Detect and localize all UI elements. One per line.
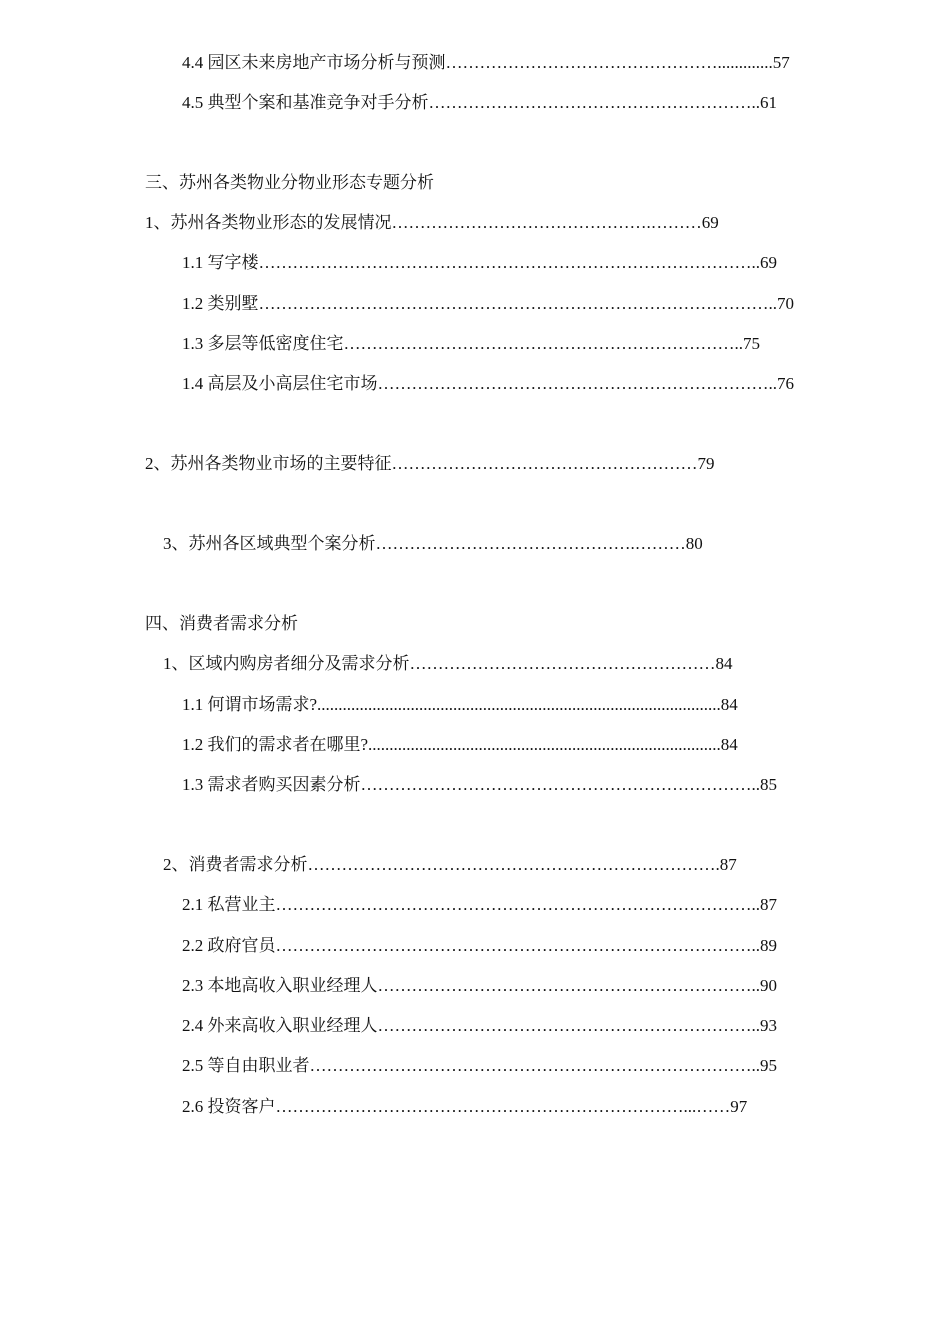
- toc-entry-4-2: 2、消费者需求分析……………………………………………………………….87: [163, 855, 737, 874]
- toc-entry-4-2-1: 2.1 私营业主…………………………………………………………………………..87: [182, 895, 777, 914]
- toc-entry-4-1-3: 1.3 需求者购买因素分析……………………………………………………………..85: [182, 775, 777, 794]
- toc-entry-3-1-1: 1.1 写字楼……………………………………………………………………………..69: [182, 253, 777, 272]
- toc-entry-3-1-2: 1.2 类别墅………………………………………………………………………………..70: [182, 294, 794, 313]
- toc-entry-4-2-3: 2.3 本地高收入职业经理人…………………………………………………………..90: [182, 976, 777, 995]
- toc-entry-3-1: 1、苏州各类物业形态的发展情况……………………………………….………69: [145, 213, 719, 232]
- toc-entry-4-4: 4.4 园区未来房地产市场分析与预测………………………………………….............57: [182, 53, 790, 72]
- toc-entry-4-2-4: 2.4 外来高收入职业经理人…………………………………………………………..93: [182, 1016, 777, 1035]
- toc-entry-3-3: 3、苏州各区域典型个案分析……………………………………….………80: [163, 534, 703, 553]
- section-heading-3: 三、苏州各类物业分物业形态专题分析: [145, 173, 434, 192]
- toc-entry-4-1: 1、区域内购房者细分及需求分析………………………………………………84: [163, 654, 733, 673]
- toc-entry-3-1-4: 1.4 高层及小高层住宅市场……………………………………………………………..76: [182, 374, 794, 393]
- toc-entry-4-2-2: 2.2 政府官员…………………………………………………………………………..89: [182, 936, 777, 955]
- toc-entry-4-1-2: 1.2 我们的需求者在哪里?...................................................................................84: [182, 735, 738, 754]
- toc-entry-3-2: 2、苏州各类物业市场的主要特征………………………………………………79: [145, 454, 715, 473]
- toc-entry-3-1-3: 1.3 多层等低密度住宅……………………………………………………………..75: [182, 334, 760, 353]
- toc-entry-4-2-6: 2.6 投资客户………………………………………………………………...……97: [182, 1097, 748, 1116]
- toc-entry-4-5: 4.5 典型个案和基准竞争对手分析…………………………………………………..61: [182, 93, 777, 112]
- toc-entry-4-1-1: 1.1 何谓市场需求?...............................................................................................84: [182, 695, 738, 714]
- section-heading-4: 四、消费者需求分析: [145, 614, 298, 633]
- toc-entry-4-2-5: 2.5 等自由职业者……………………………………………………………………..95: [182, 1056, 777, 1075]
